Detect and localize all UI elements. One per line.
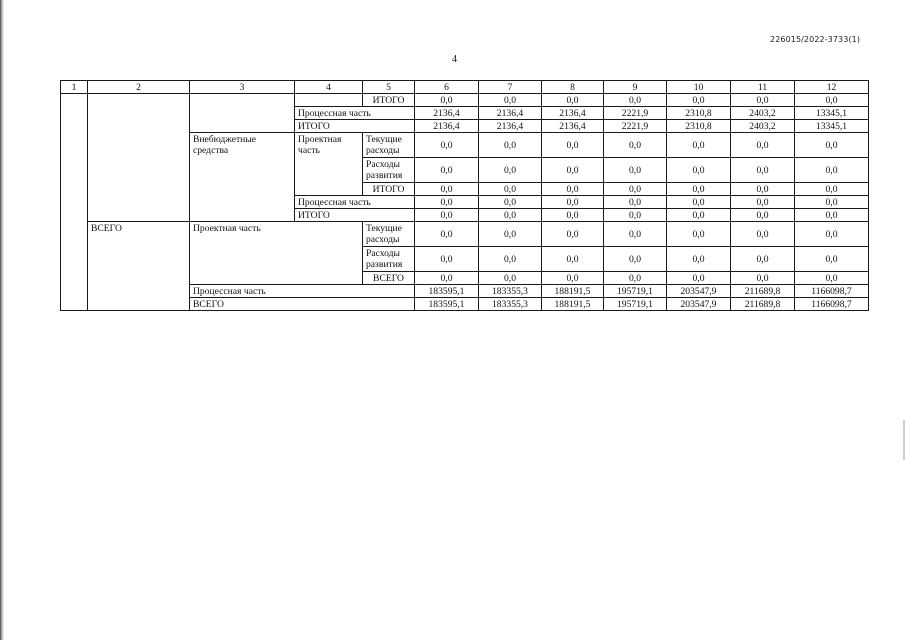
value-cell: 0,0 xyxy=(604,94,667,107)
value-cell: 0,0 xyxy=(667,196,731,209)
project-part-label: Проектная часть xyxy=(295,133,363,196)
value-cell: 195719,1 xyxy=(604,285,667,298)
value-cell: 188191,5 xyxy=(542,298,604,311)
value-cell: 2221,9 xyxy=(604,107,667,120)
column-number: 11 xyxy=(731,81,795,94)
value-cell: 0,0 xyxy=(795,196,869,209)
row-label: Процессная часть xyxy=(190,285,415,298)
value-cell: 0,0 xyxy=(542,247,604,272)
value-cell: 211689,8 xyxy=(731,285,795,298)
value-cell: 0,0 xyxy=(479,247,542,272)
table-row xyxy=(61,222,869,247)
value-cell: 0,0 xyxy=(795,158,869,183)
column-number: 7 xyxy=(479,81,542,94)
value-cell: 0,0 xyxy=(542,272,604,285)
value-cell: 1166098,7 xyxy=(795,298,869,311)
offbudget-label: Внебюджетные средства xyxy=(190,133,295,222)
value-cell: 0,0 xyxy=(415,133,479,158)
value-cell: 13345,1 xyxy=(795,120,869,133)
value-cell: 0,0 xyxy=(542,158,604,183)
value-cell: 1166098,7 xyxy=(795,285,869,298)
row-label: Текущие расходы xyxy=(363,133,415,158)
value-cell: 211689,8 xyxy=(731,298,795,311)
value-cell: 0,0 xyxy=(731,272,795,285)
document-id: 226015/2022-3733(1) xyxy=(770,35,861,44)
row-label: Расходы развития xyxy=(363,247,415,272)
value-cell: 0,0 xyxy=(479,94,542,107)
col3-cell xyxy=(190,94,295,133)
value-cell: 0,0 xyxy=(667,183,731,196)
value-cell: 0,0 xyxy=(795,272,869,285)
value-cell: 188191,5 xyxy=(542,285,604,298)
column-number: 12 xyxy=(795,81,869,94)
value-cell: 183595,1 xyxy=(415,285,479,298)
budget-table xyxy=(60,80,869,311)
value-cell: 13345,1 xyxy=(795,107,869,120)
value-cell: 2310,8 xyxy=(667,107,731,120)
value-cell: 0,0 xyxy=(667,222,731,247)
column-number: 5 xyxy=(363,81,415,94)
row-label: ВСЕГО xyxy=(190,298,415,311)
value-cell: 0,0 xyxy=(415,272,479,285)
value-cell: 0,0 xyxy=(795,247,869,272)
value-cell: 0,0 xyxy=(731,247,795,272)
value-cell: 2403,2 xyxy=(731,120,795,133)
project-part-label: Проектная часть xyxy=(190,222,363,285)
column-number: 10 xyxy=(667,81,731,94)
value-cell: 2403,2 xyxy=(731,107,795,120)
column-number: 3 xyxy=(190,81,295,94)
value-cell: 0,0 xyxy=(479,222,542,247)
row-label: ИТОГО xyxy=(363,183,415,196)
column-number-row xyxy=(61,81,869,94)
value-cell: 0,0 xyxy=(795,222,869,247)
value-cell: 183355,3 xyxy=(479,285,542,298)
value-cell: 0,0 xyxy=(415,247,479,272)
value-cell: 0,0 xyxy=(795,209,869,222)
row-label: Расходы развития xyxy=(363,158,415,183)
value-cell: 2310,8 xyxy=(667,120,731,133)
value-cell: 0,0 xyxy=(542,196,604,209)
value-cell: 0,0 xyxy=(795,133,869,158)
value-cell: 0,0 xyxy=(604,222,667,247)
value-cell: 0,0 xyxy=(731,94,795,107)
value-cell: 0,0 xyxy=(731,196,795,209)
value-cell: 0,0 xyxy=(604,133,667,158)
row-label: ИТОГО xyxy=(363,94,415,107)
total-label: ВСЕГО xyxy=(88,222,190,311)
value-cell: 0,0 xyxy=(542,222,604,247)
column-number: 4 xyxy=(295,81,363,94)
value-cell: 2136,4 xyxy=(415,107,479,120)
value-cell: 2136,4 xyxy=(542,107,604,120)
row-label: Текущие расходы xyxy=(363,222,415,247)
value-cell: 0,0 xyxy=(604,247,667,272)
value-cell: 195719,1 xyxy=(604,298,667,311)
value-cell: 0,0 xyxy=(415,209,479,222)
table-row xyxy=(61,94,869,107)
value-cell: 0,0 xyxy=(415,183,479,196)
value-cell: 183595,1 xyxy=(415,298,479,311)
value-cell: 0,0 xyxy=(731,222,795,247)
value-cell: 2136,4 xyxy=(542,120,604,133)
value-cell: 0,0 xyxy=(604,272,667,285)
value-cell: 0,0 xyxy=(604,183,667,196)
row-label: ВСЕГО xyxy=(363,272,415,285)
value-cell: 203547,9 xyxy=(667,298,731,311)
value-cell: 0,0 xyxy=(667,209,731,222)
value-cell: 0,0 xyxy=(795,94,869,107)
value-cell: 0,0 xyxy=(542,94,604,107)
value-cell: 0,0 xyxy=(667,158,731,183)
value-cell: 0,0 xyxy=(542,209,604,222)
value-cell: 0,0 xyxy=(731,158,795,183)
value-cell: 183355,3 xyxy=(479,298,542,311)
value-cell: 0,0 xyxy=(604,209,667,222)
value-cell: 0,0 xyxy=(542,133,604,158)
value-cell: 0,0 xyxy=(479,209,542,222)
value-cell: 0,0 xyxy=(731,183,795,196)
value-cell: 2136,4 xyxy=(415,120,479,133)
value-cell: 0,0 xyxy=(604,158,667,183)
value-cell: 0,0 xyxy=(604,196,667,209)
scan-edge xyxy=(0,0,4,640)
value-cell: 0,0 xyxy=(415,158,479,183)
value-cell: 2136,4 xyxy=(479,120,542,133)
column-number: 1 xyxy=(61,81,88,94)
value-cell: 0,0 xyxy=(415,196,479,209)
row-label: ИТОГО xyxy=(295,209,415,222)
value-cell: 0,0 xyxy=(667,272,731,285)
column-number: 2 xyxy=(88,81,190,94)
col1-cell xyxy=(61,94,88,311)
value-cell: 0,0 xyxy=(479,158,542,183)
value-cell: 0,0 xyxy=(479,183,542,196)
row-label: ИТОГО xyxy=(295,120,415,133)
row-label: Процессная часть xyxy=(295,107,415,120)
value-cell: 2136,4 xyxy=(479,107,542,120)
value-cell: 0,0 xyxy=(795,183,869,196)
col2-cell xyxy=(88,94,190,222)
value-cell: 2221,9 xyxy=(604,120,667,133)
column-number: 8 xyxy=(542,81,604,94)
column-number: 6 xyxy=(415,81,479,94)
value-cell: 203547,9 xyxy=(667,285,731,298)
value-cell: 0,0 xyxy=(667,94,731,107)
value-cell: 0,0 xyxy=(667,247,731,272)
value-cell: 0,0 xyxy=(667,133,731,158)
value-cell: 0,0 xyxy=(542,183,604,196)
value-cell: 0,0 xyxy=(479,133,542,158)
page-number: 4 xyxy=(452,54,457,65)
value-cell: 0,0 xyxy=(415,222,479,247)
col4-cell xyxy=(295,94,363,107)
column-number: 9 xyxy=(604,81,667,94)
value-cell: 0,0 xyxy=(415,94,479,107)
value-cell: 0,0 xyxy=(731,209,795,222)
value-cell: 0,0 xyxy=(731,133,795,158)
value-cell: 0,0 xyxy=(479,272,542,285)
row-label: Процессная часть xyxy=(295,196,415,209)
value-cell: 0,0 xyxy=(479,196,542,209)
